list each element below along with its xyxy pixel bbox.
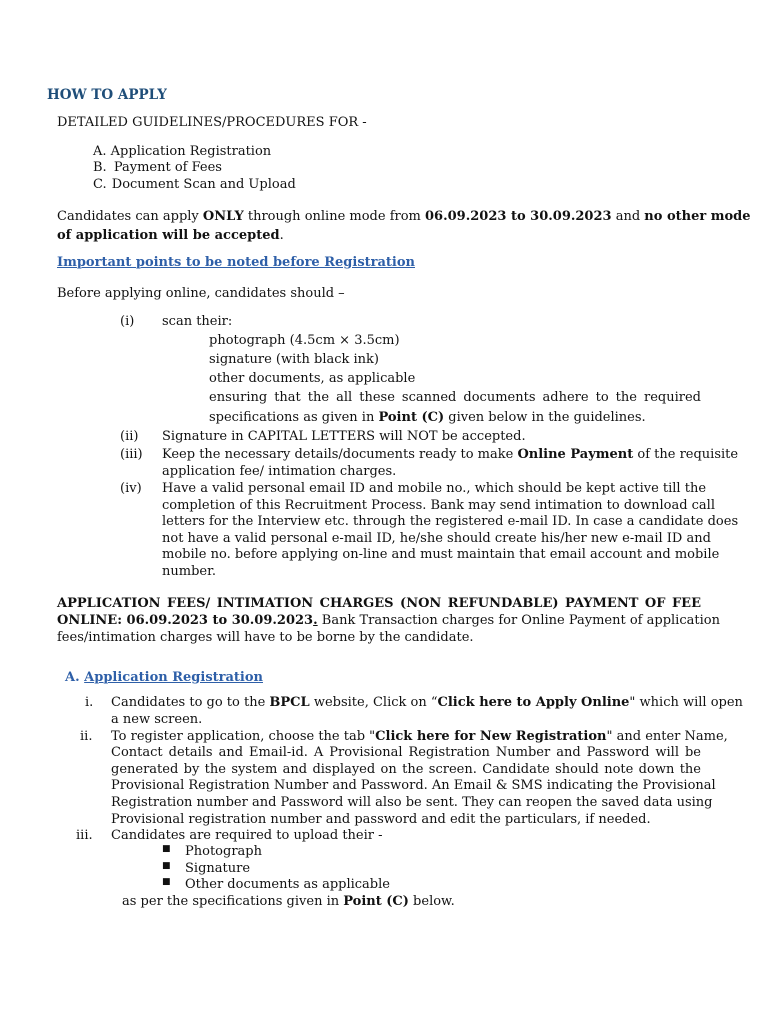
- fees-line: ONLINE: 06.09.2023 to 30.09.2023. Bank Transaction charges for Online Payment of application: [57, 613, 720, 628]
- section-a-text: generated by the system and displayed on the screen. Candidate should note down the: [111, 762, 701, 777]
- important-points-link[interactable]: Important points to be noted before Registration: [57, 255, 415, 270]
- point-text: Keep the necessary details/documents ready to make Online Payment of the requisite: [162, 447, 739, 462]
- bullet-icon: ■: [162, 844, 171, 854]
- point-text: mobile no. before applying on-line and must maintain that email account and mobile: [162, 547, 720, 562]
- upload-item: Signature: [185, 861, 251, 876]
- section-a-marker: iii.: [76, 828, 93, 843]
- section-a-marker: i.: [85, 695, 94, 710]
- list-item: [93, 160, 222, 175]
- upload-item: Photograph: [185, 844, 262, 859]
- section-a-heading: A. Application Registration: [65, 670, 263, 685]
- bullet-icon: ■: [162, 861, 171, 871]
- fees-line: fees/intimation charges will have to be borne by the candidate.: [57, 630, 474, 645]
- point-text: Have a valid personal email ID and mobile no., which should be kept active till the: [162, 481, 707, 496]
- online-mode-line2: of application will be accepted.: [57, 228, 284, 243]
- point-text: Signature in CAPITAL LETTERS will NOT be accepted.: [162, 429, 526, 444]
- list-label: Application Registration: [110, 144, 272, 159]
- point-marker: (i): [120, 314, 135, 329]
- list-item: [93, 177, 296, 192]
- page-title: HOW TO APPLY: [47, 87, 167, 103]
- section-a-title-link[interactable]: Application Registration: [84, 670, 263, 685]
- section-a-text: Contact details and Email-id. A Provisional Registration Number and Password will be: [111, 745, 701, 760]
- point-marker: (iii): [120, 447, 143, 462]
- section-a-text: Provisional Registration Number and Password. An Email & SMS indicating the Provisional: [111, 778, 716, 793]
- list-label: Document Scan and Upload: [111, 177, 296, 192]
- point-marker: (iv): [120, 481, 142, 496]
- list-marker: C.: [93, 177, 107, 192]
- section-a-marker: ii.: [80, 729, 93, 744]
- section-a-text: Provisional registration number and password and edit the particulars, if needed.: [111, 812, 651, 827]
- online-mode-line1: Candidates can apply ONLY through online mode from 06.09.2023 to 30.09.2023 and no other mode: [57, 209, 751, 224]
- list-item: [93, 144, 271, 159]
- list-marker: A.: [93, 144, 107, 159]
- point-text: scan their:: [162, 314, 233, 329]
- point-text: completion of this Recruitment Process. Bank may send intimation to download call: [162, 498, 716, 513]
- upload-item: Other documents as applicable: [185, 877, 390, 892]
- point-marker: (ii): [120, 429, 139, 444]
- list-label: Payment of Fees: [113, 160, 222, 175]
- ensure-line: ensuring that the all these scanned documents adhere to the required: [209, 390, 701, 405]
- ensure-line: specifications as given in Point (C) given below in the guidelines.: [209, 410, 646, 425]
- bullet-icon: ■: [162, 877, 171, 887]
- section-a-text: Candidates are required to upload their -: [111, 828, 383, 843]
- section-a-text: Registration number and Password will also be sent. They can reopen the saved data using: [111, 795, 713, 810]
- point-text: not have a valid personal e-mail ID, he/she should create his/her new e-mail ID and: [162, 531, 711, 546]
- spec-note: as per the specifications given in Point (C) below.: [122, 894, 455, 909]
- before-applying-text: Before applying online, candidates should –: [57, 286, 345, 301]
- section-a-text: To register application, choose the tab "Click here for New Registration" and enter Name,: [111, 729, 728, 744]
- point-text: number.: [162, 564, 217, 579]
- section-a-text: a new screen.: [111, 712, 203, 727]
- scan-item: photograph (4.5cm × 3.5cm): [209, 333, 400, 348]
- fees-heading: APPLICATION FEES/ INTIMATION CHARGES (NON REFUNDABLE) PAYMENT OF FEE: [57, 596, 701, 611]
- list-marker: B.: [93, 160, 107, 175]
- section-a-text: Candidates to go to the BPCL website, Click on “Click here to Apply Online" which will open: [111, 695, 743, 710]
- scan-item: other documents, as applicable: [209, 371, 416, 386]
- subheading: DETAILED GUIDELINES/PROCEDURES FOR -: [57, 115, 367, 130]
- point-text: letters for the Interview etc. through the registered e-mail ID. In case a candidate does: [162, 514, 739, 529]
- point-text: application fee/ intimation charges.: [162, 464, 397, 479]
- scan-item: signature (with black ink): [209, 352, 379, 367]
